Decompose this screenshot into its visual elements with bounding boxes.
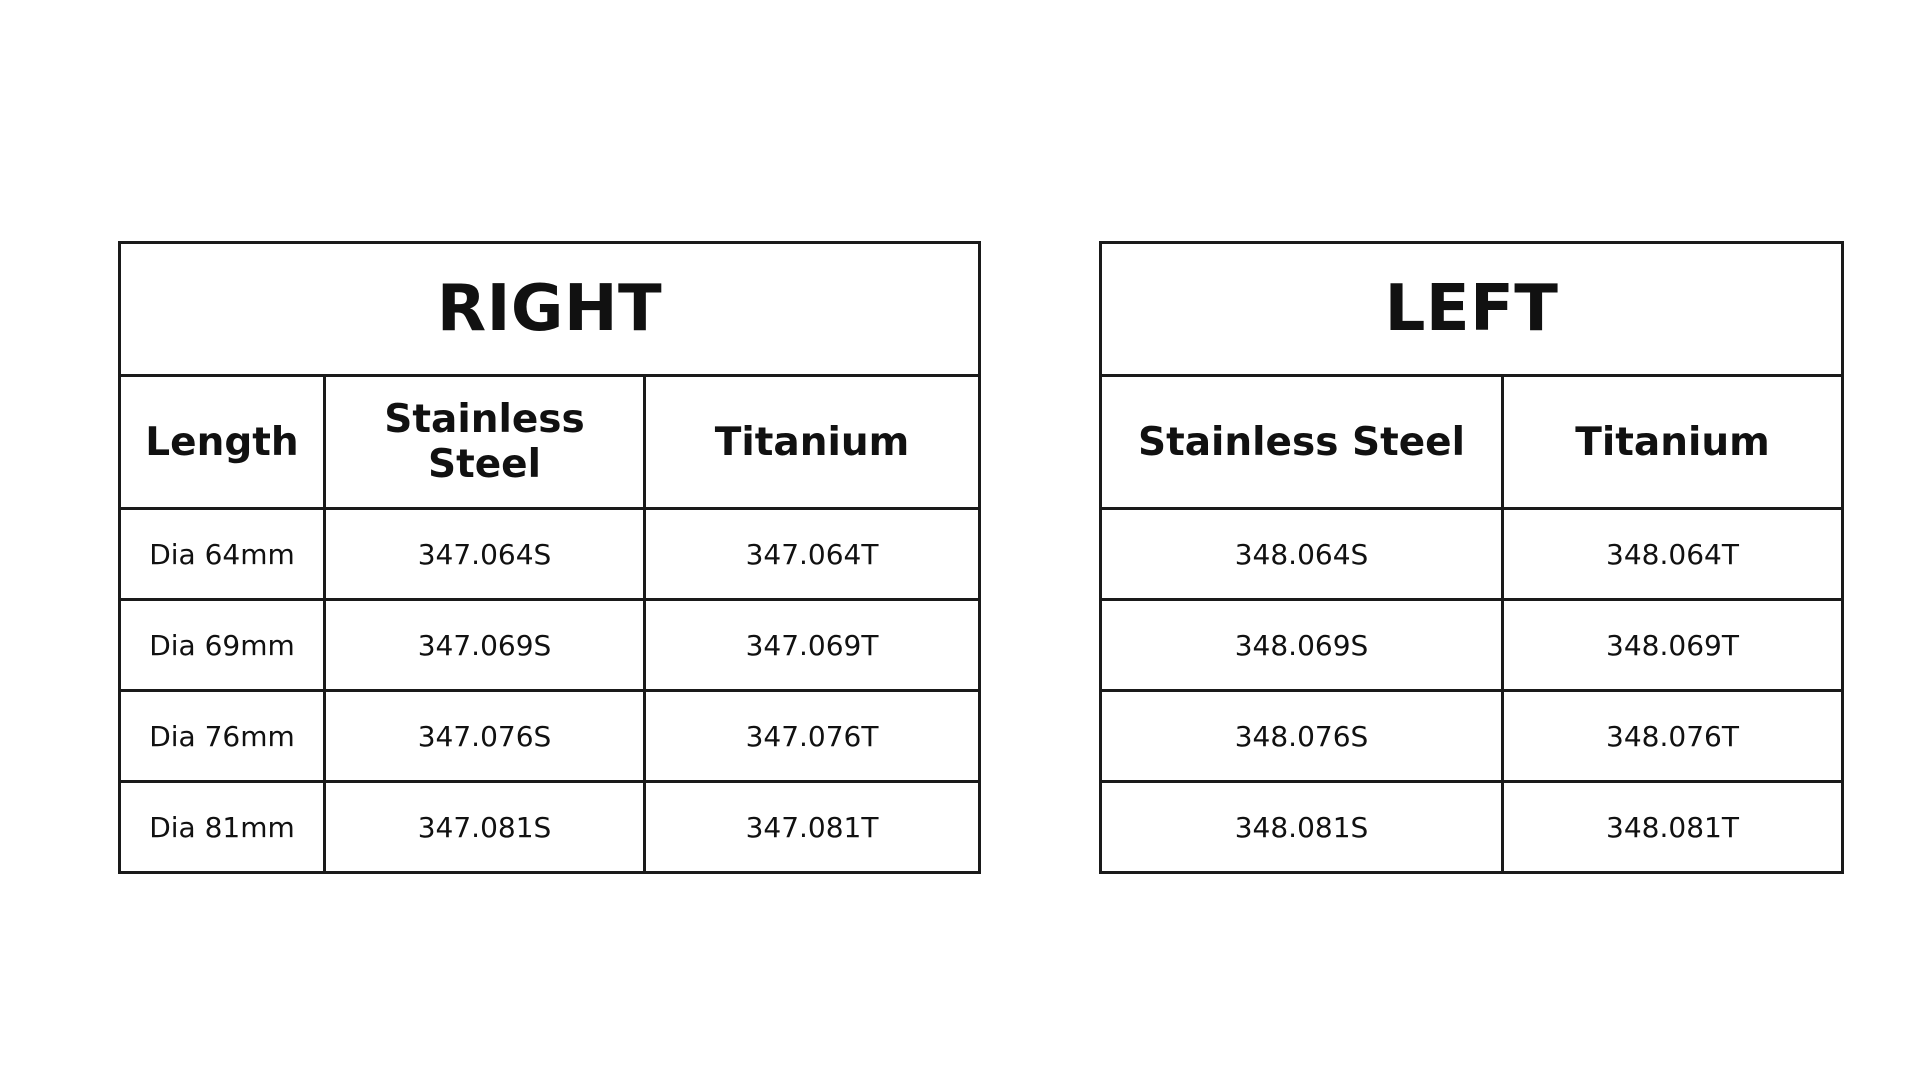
titanium-part-cell: 347.064T [645,509,980,600]
length-cell: Dia 64mm [120,509,325,600]
title-row [120,243,980,376]
table-title-right: RIGHT [120,243,980,376]
header-stainless-steel: Stainless Steel [1101,376,1503,509]
table-row [120,782,980,873]
stainless-part-cell: 348.076S [1101,691,1503,782]
table-title-left: LEFT [1101,243,1843,376]
left-parts-table [1099,241,1844,874]
titanium-part-cell: 348.081T [1503,782,1843,873]
table-row [1101,509,1843,600]
titanium-part-cell: 348.076T [1503,691,1843,782]
length-cell: Dia 81mm [120,782,325,873]
stainless-part-cell: 348.081S [1101,782,1503,873]
right-parts-table [118,241,981,874]
table-row [1101,600,1843,691]
titanium-part-cell: 348.069T [1503,600,1843,691]
titanium-part-cell: 347.076T [645,691,980,782]
table-row [120,509,980,600]
header-stainless-steel: Stainless Steel [325,376,645,509]
header-row [1101,376,1843,509]
table-row [120,691,980,782]
stainless-part-cell: 347.081S [325,782,645,873]
header-length: Length [120,376,325,509]
stainless-part-cell: 348.064S [1101,509,1503,600]
length-cell: Dia 69mm [120,600,325,691]
table-row [1101,691,1843,782]
stainless-part-cell: 348.069S [1101,600,1503,691]
stainless-part-cell: 347.076S [325,691,645,782]
stainless-part-cell: 347.069S [325,600,645,691]
table-row [1101,782,1843,873]
title-row [1101,243,1843,376]
table-row [120,600,980,691]
stainless-part-cell: 347.064S [325,509,645,600]
titanium-part-cell: 347.081T [645,782,980,873]
titanium-part-cell: 347.069T [645,600,980,691]
header-titanium: Titanium [1503,376,1843,509]
header-row [120,376,980,509]
length-cell: Dia 76mm [120,691,325,782]
titanium-part-cell: 348.064T [1503,509,1843,600]
header-titanium: Titanium [645,376,980,509]
